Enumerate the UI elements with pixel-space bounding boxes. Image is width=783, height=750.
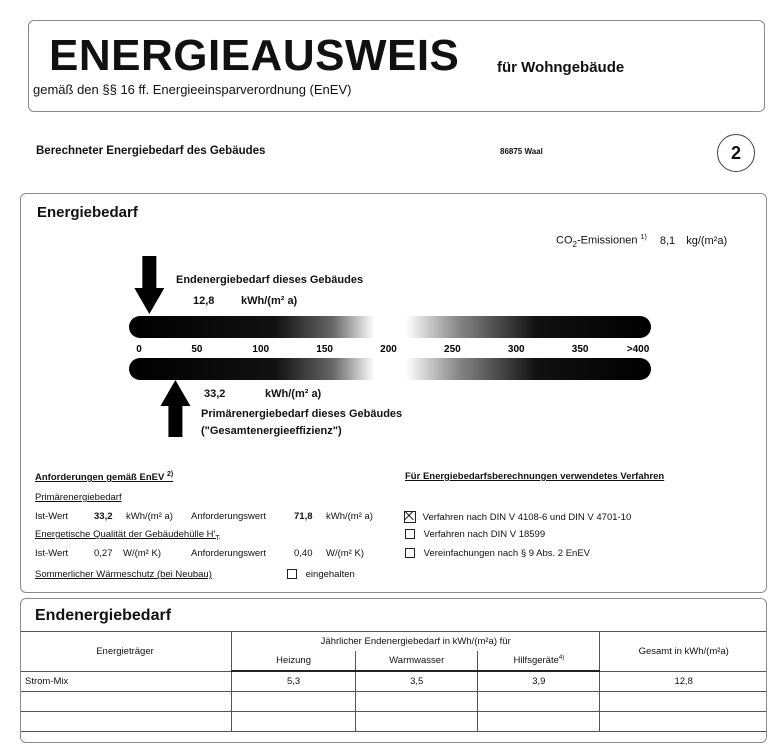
- table-row: [20, 671, 767, 692]
- col-hilfsgeraete-header: [478, 651, 600, 671]
- energiebedarf-heading: Energiebedarf: [37, 204, 138, 221]
- empty-cell: [231, 712, 355, 732]
- cell-traeger: Strom-Mix: [20, 671, 231, 692]
- endenergie-table: [20, 631, 767, 732]
- empty-cell: [356, 692, 478, 712]
- scale-bar-bottom: [129, 358, 651, 380]
- scale-ticks: [136, 344, 649, 355]
- huelle-anf-label: Anforderungswert: [191, 548, 266, 559]
- cell-heizung: 5,3: [231, 671, 355, 692]
- location: 86875 Waal: [500, 147, 543, 156]
- empty-cell: [20, 692, 231, 712]
- verfahren-heading: Für Energiebedarfsberechnungen verwendetes Verfahren: [405, 471, 665, 482]
- sommer-option-label: eingehalten: [305, 569, 355, 580]
- scale-tick-label: 200: [380, 344, 397, 355]
- col-group-header: Jährlicher Endenergiebedarf in kWh/(m²a) für: [231, 632, 599, 652]
- verfahren-checkbox-2[interactable]: [405, 529, 415, 539]
- cell-warmwasser: 3,5: [356, 671, 478, 692]
- primary-energy-unit: kWh/(m² a): [265, 388, 322, 400]
- primary-energy-value: 33,2: [204, 388, 226, 400]
- scale-tick-label: 150: [316, 344, 333, 355]
- huelle-ist-label: Ist-Wert: [35, 548, 69, 559]
- sommer-option[interactable]: [287, 569, 355, 580]
- scale-tick-label: 100: [252, 344, 270, 355]
- co2-value: 8,1: [659, 234, 676, 247]
- huelle-ist-value: 0,27: [94, 548, 113, 559]
- page-number: 2: [730, 143, 741, 163]
- ist-label: Ist-Wert: [35, 511, 69, 522]
- co2-footnote: 1): [640, 234, 647, 241]
- anforderungen-heading: [35, 471, 173, 483]
- co2-sub: 2: [572, 239, 577, 249]
- empty-cell: [478, 692, 600, 712]
- col-heizung-header: Heizung: [231, 651, 355, 671]
- end-energy-label: Endenergiebedarf dieses Gebäudes: [176, 274, 364, 286]
- huelle-ist-unit: W/(m² K): [123, 548, 161, 559]
- ist-value: 33,2: [94, 511, 113, 522]
- end-energy-value: 12,8: [193, 295, 215, 307]
- sommer-label: Sommerlicher Wärmeschutz (bei Neubau): [35, 569, 212, 580]
- table-row: [20, 712, 767, 732]
- scale-tick-label: 50: [191, 344, 203, 355]
- anf-value: 71,8: [294, 511, 313, 522]
- verfahren-option-3[interactable]: [405, 548, 590, 559]
- endenergiebedarf-heading: Endenergiebedarf: [35, 607, 172, 624]
- scale-bar-top: [129, 316, 651, 338]
- section-label: Berechneter Energiebedarf des Gebäudes: [36, 145, 266, 157]
- scale-tick-label: 0: [136, 344, 142, 355]
- primary-energy-label-2: ("Gesamtenergieeffizienz"): [201, 425, 342, 437]
- anf-unit: kWh/(m² a): [326, 511, 373, 522]
- anforderungen-heading-text: Anforderungen gemäß EnEV: [35, 472, 165, 484]
- sommer-checkbox[interactable]: [287, 569, 297, 579]
- anforderungen-footnote: 2): [166, 471, 174, 478]
- cell-hilfsgeraete: 3,9: [478, 671, 600, 692]
- empty-cell: [478, 712, 600, 732]
- scale-tick-label: >400: [626, 344, 650, 355]
- legal-basis: gemäß den §§ 16 ff. Energieeinsparverordnung (EnEV): [33, 82, 352, 97]
- huelle-heading: [35, 529, 220, 542]
- empty-cell: [20, 712, 231, 732]
- huelle-heading-text: Energetische Qualität der Gebäudehülle H': [35, 529, 216, 540]
- empty-cell: [600, 692, 767, 712]
- scale-tick-label: 250: [444, 344, 461, 355]
- verfahren-option-1[interactable]: [404, 511, 631, 523]
- empty-cell: [356, 712, 478, 732]
- cell-gesamt: 12,8: [600, 671, 767, 692]
- header-box: [28, 20, 765, 112]
- huelle-anf-unit: W/(m² K): [326, 548, 364, 559]
- verfahren-checkbox-1[interactable]: [404, 511, 416, 523]
- ist-unit: kWh/(m² a): [126, 511, 173, 522]
- end-energy-unit: kWh/(m² a): [241, 295, 298, 307]
- col-gesamt-header: Gesamt in kWh/(m²a): [600, 632, 767, 672]
- col-hilfsgeraete-label: Hilfsgeräte: [513, 655, 559, 667]
- document-subtitle: für Wohngebäude: [497, 59, 625, 76]
- huelle-anf-value: 0,40: [294, 548, 313, 559]
- verfahren-option-label-2: Verfahren nach DIN V 18599: [423, 529, 546, 540]
- primary-energy-label: Primärenergiebedarf dieses Gebäudes: [201, 408, 403, 420]
- document-title: ENERGIEAUSWEIS: [49, 31, 460, 80]
- verfahren-option-label-1: Verfahren nach DIN V 4108-6 und DIN V 4701-10: [422, 511, 632, 523]
- co2-label-rest: -Emissionen: [576, 234, 638, 247]
- primary-requirement-heading: Primärenergiebedarf: [35, 492, 122, 503]
- table-row: [20, 692, 767, 712]
- scale-tick-label: 300: [507, 344, 525, 355]
- energiebedarf-box: [20, 193, 767, 593]
- verfahren-checkbox-3[interactable]: [405, 548, 415, 558]
- huelle-heading-sub: T: [215, 534, 220, 542]
- endenergiebedarf-box: [20, 598, 767, 743]
- verfahren-option-label-3: Vereinfachungen nach § 9 Abs. 2 EnEV: [423, 548, 591, 559]
- col-hilfsgeraete-footnote: 4): [558, 654, 565, 661]
- co2-unit: kg/(m²a): [686, 234, 728, 247]
- scale-tick-label: 350: [571, 344, 589, 355]
- empty-cell: [600, 712, 767, 732]
- end-energy-arrow: [134, 256, 164, 314]
- primary-energy-arrow: [160, 380, 190, 437]
- page-number-badge: [717, 134, 755, 172]
- col-warmwasser-header: Warmwasser: [356, 651, 478, 671]
- anf-label: Anforderungswert: [191, 511, 266, 522]
- co2-label: CO: [556, 234, 573, 247]
- verfahren-option-2[interactable]: [405, 529, 545, 540]
- col-traeger-header: Energieträger: [20, 632, 231, 672]
- empty-cell: [231, 692, 355, 712]
